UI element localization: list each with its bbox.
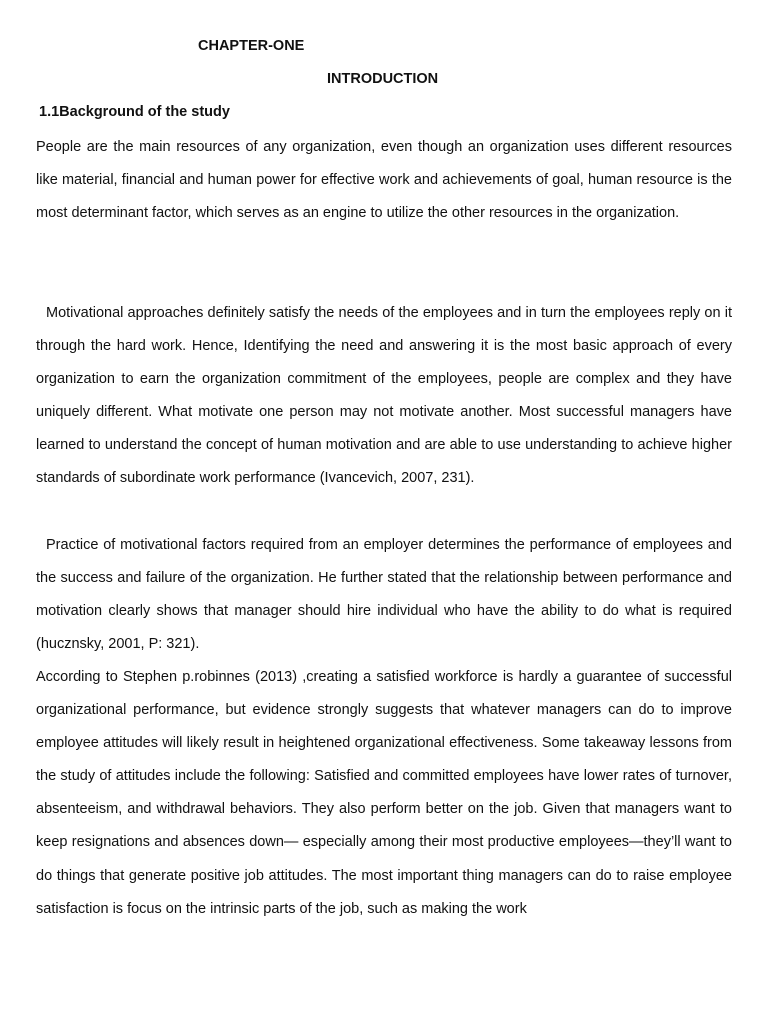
paragraph-4: According to Stephen p.robinnes (2013) ,creating a satisfied workforce is hardly a guarantee of successful organizational performance, but evidence strongly suggests that whatever managers can do to improve employee attitudes will likely result in heightened organizational effectiveness. Some takeaway lessons from the study of attitudes include the following: Satisfied and committed employees have lower rates of turnover, absenteeism, and withdrawal behaviors. They also perform better on the job. Given that managers want to keep resignations and absences down— especially among their most productive employees—they’ll want to do things that generate positive job attitudes. The most important thing managers can do to raise employee satisfaction is focus on the intrinsic parts of the job, such as making the work <box>36 669 732 917</box>
chapter-label: CHAPTER-ONE <box>198 38 305 54</box>
paragraph-3: Practice of motivational factors required from an employer determines the performance of employees and the success and failure of the organization. He further stated that the relationship between performance and motivation clearly shows that manager should hire individual who have the ability to do what is required (hucznsky, 2001, P: 321). <box>36 537 732 653</box>
paragraph-1: People are the main resources of any organization, even though an organization uses different resources like material, financial and human power for effective work and achievements of goal, human resource is the most determinant factor, which serves as an engine to utilize the other resources in the organization. <box>36 139 732 222</box>
section-heading: 1.1Background of the study <box>39 104 230 120</box>
paragraph-2: Motivational approaches definitely satisfy the needs of the employees and in turn the employees reply on it through the hard work. Hence, Identifying the need and answering it is the most basic approach of every organization to earn the organization commitment of the employees, people are complex and they have uniquely different. What motivate one person may not motivate another. Most successful managers have learned to understand the concept of human motivation and are able to use understanding to achieve higher standards of subordinate work performance (Ivancevich, 2007, 231). <box>36 305 732 487</box>
page-title: INTRODUCTION <box>327 71 439 87</box>
